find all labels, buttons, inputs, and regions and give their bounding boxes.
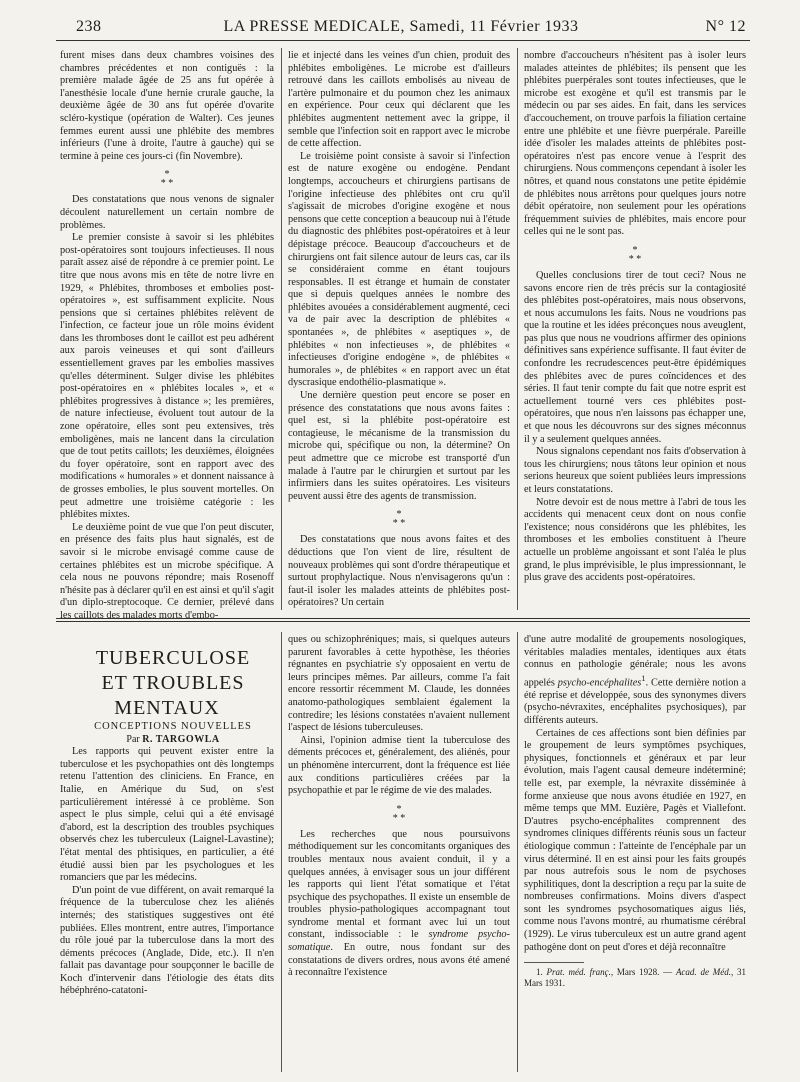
footnote bbox=[524, 967, 746, 989]
top-column-3 bbox=[524, 50, 746, 610]
paragraph bbox=[288, 829, 510, 980]
page-header bbox=[56, 14, 746, 40]
footnote-number: 1. bbox=[536, 967, 543, 978]
bottom-column-2 bbox=[288, 634, 510, 1074]
footnote-rule bbox=[524, 962, 584, 963]
paragraph: Des constatations que nous avons faites et des déductions que l'on vient de lire, résultent de nouveaux problèmes qui sont d'ordre thérapeutique et surtout prophylactique. Nous n'envisagerons qu'un : faut-il isoler les malades atteints de phlébites post-opératoires? Un certain bbox=[288, 534, 510, 609]
paragraph: Une dernière question peut encore se poser en présence des constatations que nous avons faites : quel est, si la phlébite post-opératoire est contagieuse, le mécanisme de la transmission du microbe qui, spécifique ou non, la détermine? On peut admettre que ce microbe est transporté d'un malade à l'autre par le chirurgien et surtout par les infirmiers dans les suites opératoires. Les visiteurs peuvent aussi être des agents de transmission. bbox=[288, 390, 510, 502]
column-divider bbox=[517, 632, 518, 1072]
footnote-ref: 1 bbox=[641, 672, 646, 683]
author-name: R. TARGOWLA bbox=[142, 733, 220, 745]
footnote-text: , Mars 1928. — bbox=[610, 967, 673, 978]
paragraph: Quelles conclusions tirer de tout ceci? Nous ne savons encore rien de très précis sur la contagiosité des phlébites post-opératoires, mais nous observons, et nous accumulons les faits. Nous ne voudrions pas que la routine et les idées préconçues nous aveuglent, pas plus que nous ne voudrions affirmer des opinions définitives sans expérience suffisante. Il faut éviter de confondre les recrudescences peut-être épidémiques des phlébites avec de pures coïncidences et des séries. Il faut tenir compte du fait que notre esprit est actuellement tourné vers ces phlébites post-opératoires, que nous n'en laissons pas échapper une, et que nous les découvrons sur des signes méconnus il y a seulement quelques années. bbox=[524, 269, 746, 445]
column-divider bbox=[517, 48, 518, 610]
bottom-column-3 bbox=[524, 634, 746, 1074]
paragraph: nombre d'accoucheurs n'hésitent pas à isoler leurs malades atteintes de phlébites; ils pensent que les phlébites puerpérales sont toutes infectieuses, que le microbe est exogène et qu'il est transmis par le médecin ou par ses aides. En fait, dans les services d'accouchement, on trouve parfois la filiation certaine entre une phlébite et une fièvre puerpérale. Pareille idée d'isoler les malades atteints de phlébites post-opératoires n'est pas encore venue à l'esprit des chirurgiens. Nous commençons cependant à isoler les nôtres, et quand nous constatons une petite épidémie de phlébites nous arrêtons pour quelques jours notre débit opératoire, non seulement pour les opérations fréquemment suivies de phlébites, mais encore pour celles qui ne le sont pas. bbox=[524, 50, 746, 238]
paragraph: Certaines de ces affections sont bien définies par le groupement de leurs symptômes psychiques, physiques, fonctionnels et généraux et par leur évolution, mais l'agent causal demeure indéterminé; telle est, par exemple, la névraxite disséminée à forme anxieuse que nous avons étudiée en 1927, en même temps que MM. Euzière, Pagès et Viallefont. D'autres psycho-encéphalites comprennent des syndromes cliniques différents réunis sous un facteur étiologique commun : l'atteinte de l'encéphale par un virus déterminé. Il en est ainsi pour les faits groupés par nous autrefois sous le nom de psychoses syphilitiques, dont la description a reçu par la suite de nombreuses confirmations. Moins divers d'aspect sont les syndromes psychosomatiques aigus liés, comme nous l'avons montré, au rhumatisme cérébral (1929). Le virus tuberculeux est un autre grand agent pathogène dont on peut d'ores et déjà reconnaître bbox=[524, 727, 746, 953]
header-rule bbox=[56, 40, 750, 41]
footnote-source: Acad. de Méd. bbox=[675, 967, 731, 978]
top-column-1 bbox=[60, 50, 274, 621]
section-separator: * * * bbox=[160, 169, 174, 190]
paragraph: Nous signalons cependant nos faits d'observation à tous les chirurgiens; nous tâtons leur opinion et nous serions heureux que soient publiées leurs impressions et leurs constatations. bbox=[524, 446, 746, 495]
paragraph: Le premier consiste à savoir si les phlébites post-opératoires sont toujours infectieuses. Il nous paraît assez aisé de répondre à ce premier point. Le titre que nous avons mis en tête de notre livre en 1929, « Phlébites, thromboses et embolies post-opératoires », est suffisamment explicite. Nous pensions que si certaines phlébites relèvent de l'infection, ce facteur joue un rôle moins évident dans les thromboses dont le caillot est peu adhérent aux parois veineuses et qui sont d'ailleurs essentiellement graves par les embolies massives qu'elles déterminent. Sulger divise les phlébites post-opératoires en « phlébites locales », et « phlébites progressives à distance »; les premières, de nature infectieuse, évoluent tout autour de la zone opératoire, elles sont peu extensives, très emboligènes, mais ne lancent dans la circulation que de tout petits caillots; les deuxièmes, éloignées du foyer opératoire, sont en rapport avec des modifications « humorales » et donnent naissance à de grosses embolies, le plus souvent mortelles. On peut admettre une troisième catégorie : les phlébites mixtes. bbox=[60, 232, 274, 521]
paragraph-text: . Cette dernière notion a été reprise et développée, sous des synonymes divers (psycho-névraxites, encéphalites psychosiques), par différents auteurs. bbox=[524, 677, 747, 726]
column-divider bbox=[281, 632, 282, 1072]
bottom-column-1 bbox=[60, 634, 274, 1074]
article-subtitle: CONCEPTIONS NOUVELLES bbox=[94, 721, 252, 732]
paragraph-text: Les recherches que nous poursuivons méthodiquement sur les concomitants organiques des troubles mentaux nous avaient conduit, il y a quelques années, à envisager sous un jour différent les rapports qui lient l'état somatique et l'état psychique des psychopathes. Il existe un ensemble de troubles physio-pathologiques accompagnant tout syndrome mental et formant avec lui un tout constant, indissociable : le bbox=[288, 828, 510, 941]
section-rule bbox=[56, 621, 750, 622]
paragraph bbox=[524, 634, 746, 728]
section-separator: * * * bbox=[628, 244, 642, 265]
section-rule bbox=[56, 618, 750, 619]
issue-number: N° 12 bbox=[705, 18, 746, 35]
paragraph: Le deuxième point de vue que l'on peut discuter, en présence des faits plus haut signalés, est de savoir si le microbe envisagé comme cause de certaines phlébites est un microbe spécifique. A cela nous ne pouvons répondre; mais Rosenoff n'hésite pas à déclarer qu'il en est ainsi et qu'il s'agit d'un diplo-streptocoque. Ce dernier, prélevé dans les caillots des malades morts d'embo- bbox=[60, 521, 274, 621]
paragraph: Ainsi, l'opinion admise tient la tuberculose des déments précoces et, généralement, des aliénés, pour un phénomène intercurrent, dont la fréquence est liée aux conditions particulières créées par la psychopathie et par le régime de vie des malades. bbox=[288, 734, 510, 797]
footnote-text: , 31 Mars 1931. bbox=[524, 967, 747, 989]
column-divider bbox=[281, 48, 282, 610]
paragraph-text: . En outre, nous fondant sur des constatations de divers ordres, nous avons été amené à reconnaître l'existence bbox=[288, 942, 510, 979]
footnote-source: Prat. méd. franç. bbox=[546, 967, 611, 978]
page-number: 238 bbox=[76, 18, 102, 35]
article-title-line-1: TUBERCULOSE bbox=[95, 647, 251, 669]
paragraph-text: d'une autre modalité de groupements nosologiques, véritables maladies mentales, identiques aux états connus en pathologie générale; nous les avons appelés bbox=[524, 634, 746, 689]
journal-title: LA PRESSE MEDICALE, Samedi, 11 Février 1933 bbox=[223, 18, 579, 35]
paragraph: Les rapports qui peuvent exister entre la tuberculose et les psychopathies ont dès longtemps retenu l'attention des cliniciens. En France, en Italie, en Amérique du Sud, on s'est particulièrement intéressé à ce problème. Son aspect le plus simple, celui qui a été envisagé d'abord, est la description des troubles psychiques observés chez les tuberculeux (Laignel-Lavastine); l'état mental des phtisiques, en particulier, a été étudié aussi bien par les psychologues et les romanciers que par les médecins. bbox=[60, 746, 274, 884]
paragraph: lie et injecté dans les veines d'un chien, produit des phlébites emboligènes. Le microbe est d'ailleurs retrouvé dans les caillots embolisés au niveau de l'artère pulmonaire et du poumon chez les animaux en expérience. Pour ceux qui déclarent que les phlébites augmentent nettement avec la grippe, il semble que l'infection soit en rapport avec le microbe de cette affection. bbox=[288, 50, 510, 150]
section-separator: * * * bbox=[392, 803, 406, 824]
article-author bbox=[60, 734, 274, 747]
paragraph: Le troisième point consiste à savoir si l'infection est de nature exogène ou endogène. Pendant longtemps, accoucheurs et chirurgiens partisans de l'origine infectieuse des phlébites ont cru qu'il s'agissait de microbes d'origine exogène et nous pensons que cette conception a beaucoup nui à l'étude du diagnostic des phlébites post-opératoires et à leur dépistage précoce. Beaucoup d'accoucheurs et de chirurgiens ont fait silence autour de leurs cas, car ils se considéraient comme en étant toujours responsables. Il est étrange et humain de constater que si depuis quelques années le nombre des phlébites avouées a considérablement augmenté, ceci va de pair avec la description de phlébites « spontanées », de phlébites « aseptiques », de phlébites « non infectieuses », de phlébites « infectieuses d'origine endogène », de phlébites « humorales », de phlébites « en rapport avec un état dyscrasique endothélio-plasmatique ». bbox=[288, 150, 511, 389]
emphasis: psycho-encéphalites bbox=[557, 677, 642, 689]
section-separator: * * * bbox=[392, 509, 406, 530]
paragraph: D'un point de vue différent, on avait remarqué la fréquence de la tuberculose chez les aliénés internés; des statistiques suggestives ont été publiées. Elles montrent, entre autres, l'importance du rôle joué par la tuberculose dans la mort des déments précoces (Anglade, Dide, etc.). Il n'en fallait pas davantage pour soupçonner le bacille de Koch d'intervenir dans l'étiologie des états dits hébéphréno-catatoni- bbox=[60, 884, 274, 997]
author-prefix: Par bbox=[126, 733, 140, 745]
paragraph: ques ou schizophréniques; mais, si quelques auteurs parurent favorables à cette hypothèse, les théories régnantes en psychiatrie s'y opposaient en vertu de leurs principes mêmes. Par ailleurs, comme l'a fait encore ressortir récemment M. Claude, les données anatomo-pathologiques semblaient également la contredire; les lésions constatées n'avaient nullement l'aspect de lésions tuberculeuses. bbox=[288, 634, 510, 734]
top-column-2 bbox=[288, 50, 510, 610]
article-title-line-2: ET TROUBLES MENTAUX bbox=[101, 672, 245, 719]
paragraph: Des constatations que nous venons de signaler découlent naturellement un certain nombre de problèmes. bbox=[60, 194, 274, 231]
paragraph: Notre devoir est de nous mettre à l'abri de tous les accidents qui menacent ceux dont on nous confie l'existence; nous considérons que les phlébites, les thromboses et les embolies constituent à l'heure actuelle un problème angoissant et sont l'aléa le plus grand, le plus imprévisible, le plus impressionnant, le plus grave des accidents post-opératoires. bbox=[524, 496, 746, 584]
emphasis: syndrome psycho-somatique bbox=[288, 929, 510, 954]
paragraph: furent mises dans deux chambres voisines des chambres précédentes et non contiguës : la première malade âgée de 25 ans fut opérée à l'anesthésie locale d'une hernie crurale gauche, la deuxième âgée de 30 ans fut opérée d'ovarite scléro-kystique (opération de Walter). Ces jeunes femmes eurent aussi une phlébite des membres inférieurs (l'une à droite, l'autre à gauche) qui se termine à peine ces jours-ci (fin Novembre). bbox=[60, 50, 274, 162]
